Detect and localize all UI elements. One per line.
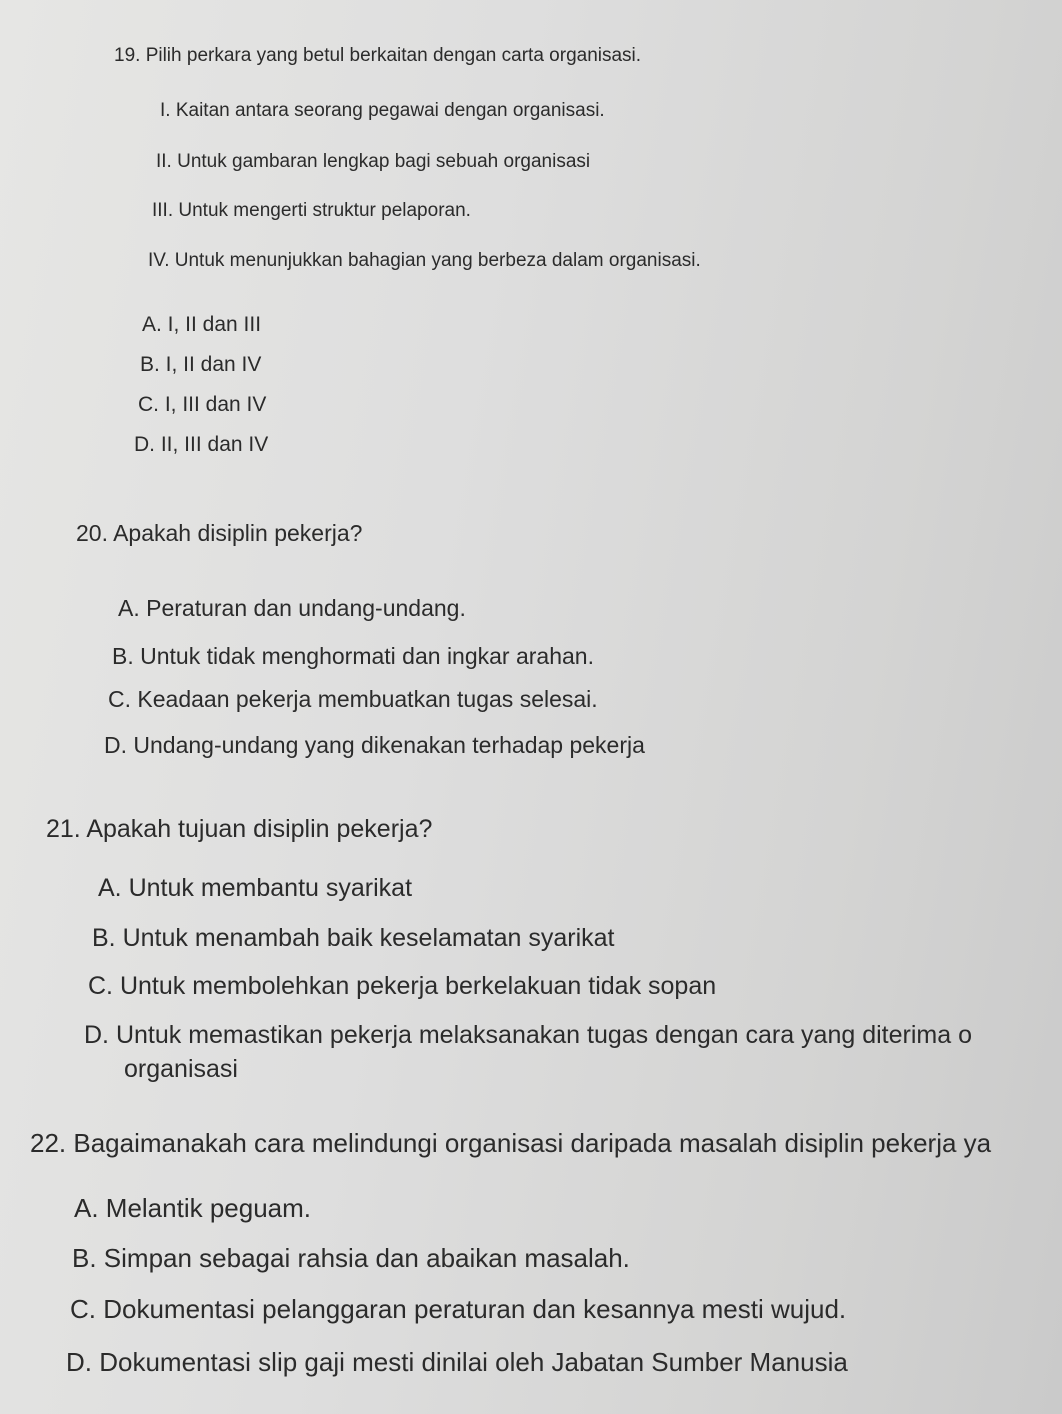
question-19-option-a: A. I, II dan III [142, 313, 262, 336]
question-20-option-b: B. Untuk tidak menghormati dan ingkar arahan. [112, 643, 594, 669]
question-22-stem: 22. Bagaimanakah cara melindungi organisasi daripada masalah disiplin pekerja ya [30, 1128, 992, 1158]
question-19-statement-4: IV. Untuk menunjukkan bahagian yang berbeza dalam organisasi. [148, 250, 701, 271]
question-21-option-c: C. Untuk membolehkan pekerja berkelakuan tidak sopan [88, 972, 717, 1000]
question-21-option-d: D. Untuk memastikan pekerja melaksanakan tugas dengan cara yang diterima o [84, 1021, 972, 1049]
question-19-statement-1: I. Kaitan antara seorang pegawai dengan organisasi. [160, 100, 605, 121]
question-21-option-a: A. Untuk membantu syarikat [98, 874, 413, 902]
question-19-option-c: C. I, III dan IV [138, 393, 267, 416]
question-19-option-d: D. II, III dan IV [134, 433, 269, 456]
question-19-stem: 19. Pilih perkara yang betul berkaitan dengan carta organisasi. [114, 45, 642, 66]
question-19-statement-3: III. Untuk mengerti struktur pelaporan. [152, 200, 471, 221]
question-21-stem: 21. Apakah tujuan disiplin pekerja? [46, 815, 433, 843]
question-22-option-d: D. Dokumentasi slip gaji mesti dinilai oleh Jabatan Sumber Manusia [66, 1347, 848, 1377]
question-22-option-c: C. Dokumentasi pelanggaran peraturan dan kesannya mesti wujud. [70, 1294, 847, 1324]
question-20-stem: 20. Apakah disiplin pekerja? [76, 520, 363, 546]
question-19-statement-2: II. Untuk gambaran lengkap bagi sebuah organisasi [156, 151, 591, 172]
question-19-option-b: B. I, II dan IV [140, 353, 262, 376]
question-22-option-b: B. Simpan sebagai rahsia dan abaikan masalah. [72, 1243, 630, 1273]
question-22-option-a: A. Melantik peguam. [74, 1193, 312, 1223]
question-21-option-d-continuation: organisasi [124, 1055, 238, 1083]
question-20-option-c: C. Keadaan pekerja membuatkan tugas selesai. [108, 686, 598, 712]
question-20-option-a: A. Peraturan dan undang-undang. [118, 595, 466, 621]
question-20-option-d: D. Undang-undang yang dikenakan terhadap pekerja [104, 732, 645, 758]
question-21-option-b: B. Untuk menambah baik keselamatan syarikat [92, 924, 615, 952]
